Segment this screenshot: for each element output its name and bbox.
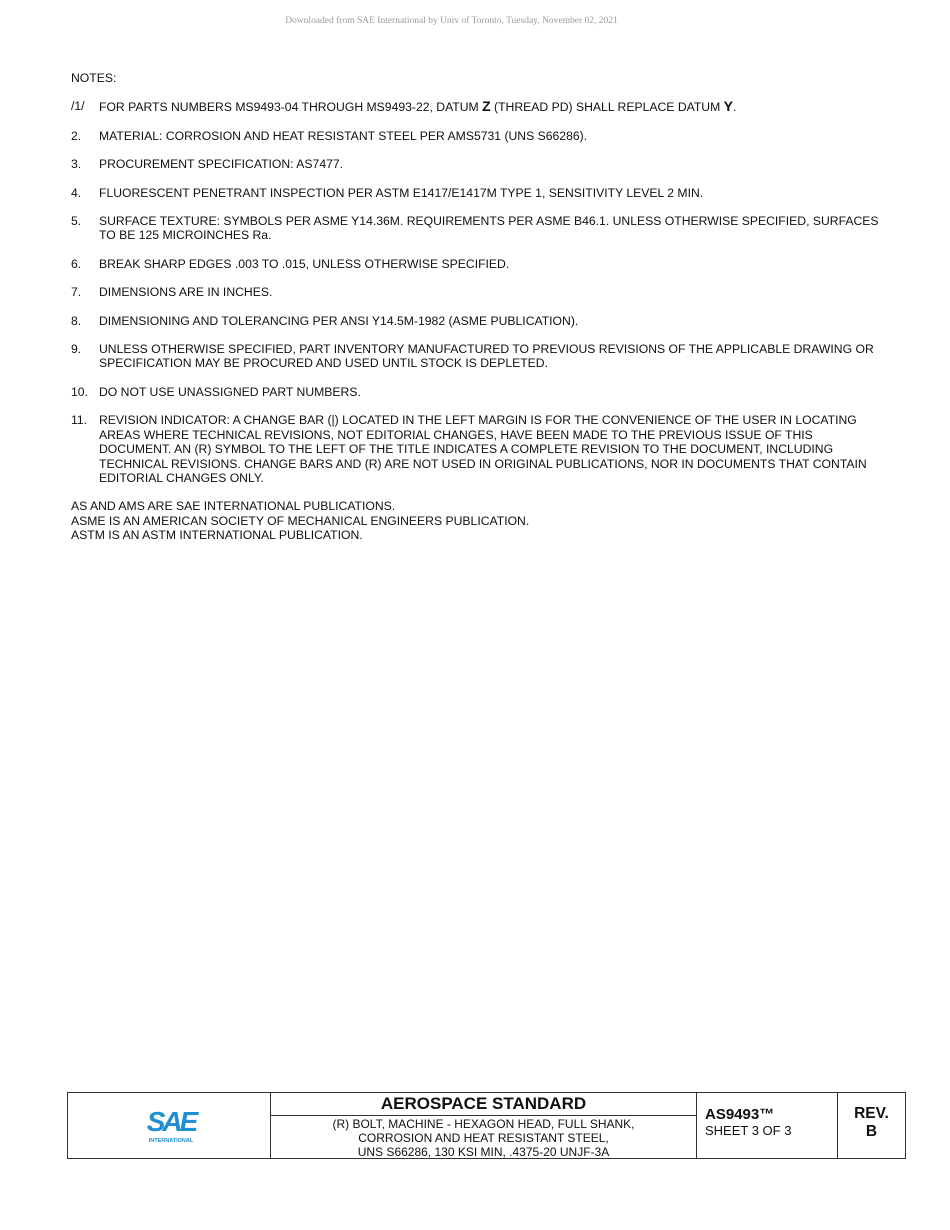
publication-line: ASTM IS AN ASTM INTERNATIONAL PUBLICATION. [71, 527, 363, 542]
note-number: /1/ [71, 99, 85, 114]
note-text: DIMENSIONING AND TOLERANCING PER ANSI Y14.5M-1982 (ASME PUBLICATION). [99, 313, 579, 328]
note-1-text-a: FOR PARTS NUMBERS MS9493-04 THROUGH MS9493-22, DATUM [99, 100, 483, 115]
note-number: 8. [71, 313, 82, 328]
sae-logo [140, 1105, 202, 1145]
notes-section [71, 71, 886, 542]
part-description [271, 1116, 696, 1159]
note-3 [71, 157, 886, 171]
note-5 [71, 214, 886, 243]
revision-label: REV. [854, 1105, 889, 1122]
note-4 [71, 186, 886, 200]
description-line: CORROSION AND HEAT RESISTANT STEEL, [358, 1131, 609, 1145]
note-text: DIMENSIONS ARE IN INCHES. [99, 285, 273, 300]
note-11 [71, 413, 886, 485]
note-1 [71, 99, 886, 114]
logo-subtext: INTERNATIONAL [148, 1138, 194, 1144]
note-6 [71, 257, 886, 271]
note-1-text-b: (THREAD PD) SHALL REPLACE DATUM [490, 100, 724, 115]
datum-y: Y [723, 98, 733, 115]
note-number: 3. [71, 157, 82, 172]
publication-line: ASME IS AN AMERICAN SOCIETY OF MECHANICAL ENGINEERS PUBLICATION. [71, 513, 530, 528]
title-block [67, 1092, 906, 1159]
note-text: FLUORESCENT PENETRANT INSPECTION PER ASTM E1417/E1417M TYPE 1, SENSITIVITY LEVEL 2 MIN. [99, 185, 704, 200]
document-number-cell [697, 1093, 838, 1158]
note-10 [71, 385, 886, 399]
note-text: BREAK SHARP EDGES .003 TO .015, UNLESS OTHERWISE SPECIFIED. [99, 256, 510, 271]
publication-line: AS AND AMS ARE SAE INTERNATIONAL PUBLICATIONS. [71, 499, 396, 514]
note-number: 2. [71, 128, 82, 143]
standard-type: AEROSPACE STANDARD [271, 1093, 696, 1116]
datum-z: Z [482, 98, 491, 115]
title-cell [271, 1093, 697, 1158]
note-2 [71, 129, 886, 143]
note-text: UNLESS OTHERWISE SPECIFIED, PART INVENTORY MANUFACTURED TO PREVIOUS REVISIONS OF THE APPLICABLE DRAWING OR SPECIFICATION MAY BE PROCURED AND USED UNTIL STOCK IS DEPLETED. [99, 342, 874, 371]
note-text: REVISION INDICATOR: A CHANGE BAR (|) LOCATED IN THE LEFT MARGIN IS FOR THE CONVENIENCE OF THE USER IN LOCATING AREAS WHERE TECHNICAL REVISIONS, NOT EDITORIAL CHANGES, HAVE BEEN MADE TO THE PREVIOUS ISSUE OF THIS DOCUMENT. AN (R) SYMBOL TO THE LEFT OF THE TITLE INDICATES A COMPLETE REVISION TO THE DOCUMENT, INCLUDING TECHNICAL REVISIONS. CHANGE BARS AND (R) ARE NOT USED IN ORIGINAL PUBLICATIONS, NOR IN DOCUMENTS THAT CONTAIN EDITORIAL CHANGES ONLY. [99, 413, 867, 485]
note-8 [71, 314, 886, 328]
note-number: 9. [71, 342, 82, 357]
note-number: 5. [71, 214, 82, 229]
description-line: (R) BOLT, MACHINE - HEXAGON HEAD, FULL SHANK, [332, 1117, 635, 1131]
notes-title: NOTES: [71, 71, 117, 85]
note-text [99, 99, 886, 114]
note-text: MATERIAL: CORROSION AND HEAT RESISTANT STEEL PER AMS5731 (UNS S66286). [99, 128, 588, 143]
logo-letters: SAE [146, 1106, 196, 1137]
note-text: DO NOT USE UNASSIGNED PART NUMBERS. [99, 384, 361, 399]
document-number: AS9493™ [705, 1106, 775, 1123]
note-7 [71, 285, 886, 299]
revision-cell [838, 1093, 905, 1158]
note-1-text-c: . [732, 100, 737, 115]
note-number: 10. [71, 384, 88, 399]
logo-cell [68, 1093, 271, 1158]
note-number: 7. [71, 285, 82, 300]
note-number: 4. [71, 185, 82, 200]
sheet-number: SHEET 3 OF 3 [705, 1123, 792, 1138]
note-number: 11. [71, 413, 88, 428]
publication-notes [71, 499, 886, 542]
note-text: PROCUREMENT SPECIFICATION: AS7477. [99, 157, 344, 172]
description-line: UNS S66286, 130 KSI MIN, .4375-20 UNJF-3A [357, 1145, 610, 1159]
revision-value: B [865, 1123, 878, 1140]
note-number: 6. [71, 256, 82, 271]
download-watermark: Downloaded from SAE International by Univ of Toronto, Tuesday, November 02, 2021 [285, 16, 618, 26]
note-9 [71, 342, 886, 371]
note-text: SURFACE TEXTURE: SYMBOLS PER ASME Y14.36M. REQUIREMENTS PER ASME B46.1. UNLESS OTHERWISE SPECIFIED, SURFACES TO BE 125 MICROINCHES Ra. [99, 214, 879, 243]
